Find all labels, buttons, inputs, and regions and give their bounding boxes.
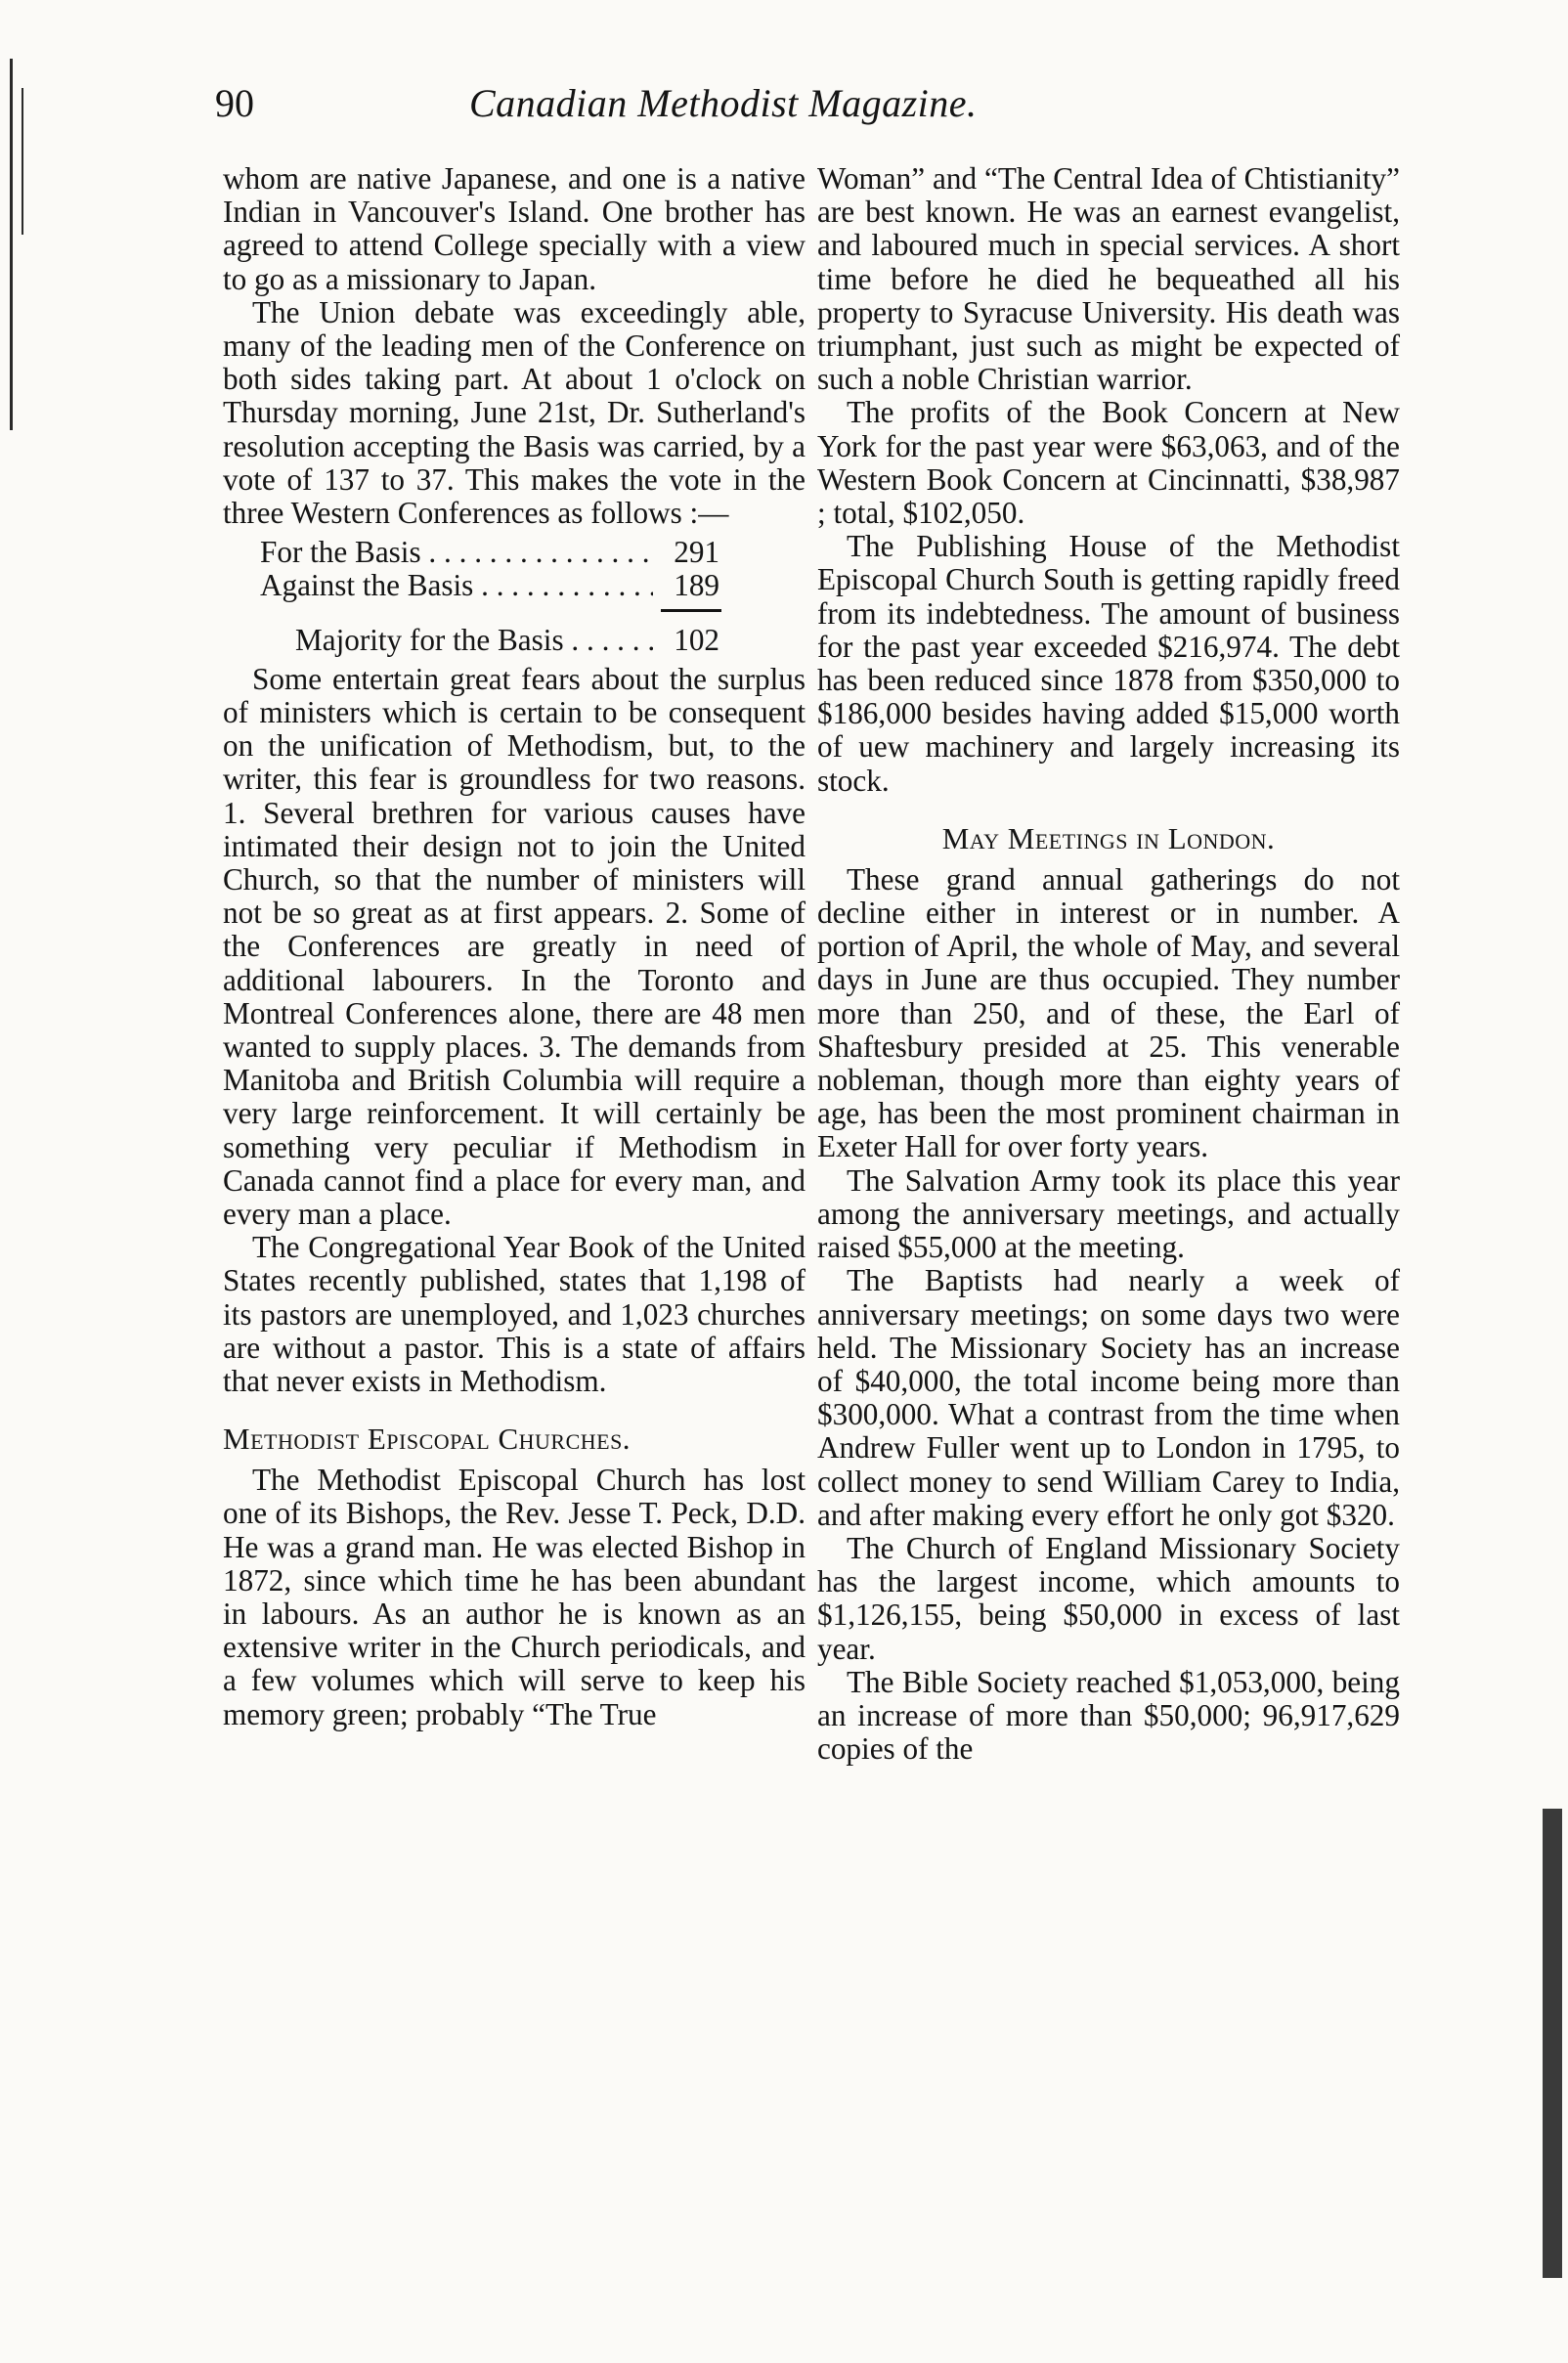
paragraph: The Church of England Missionary Society has the largest income, which amounts to $1,126,155, being $50,000 in excess of last year. [817,1530,1400,1666]
vote-label: Majority for the Basis . . . [295,624,653,657]
paragraph: Some entertain great fears about the surplus of ministers which is certain to be consequent on the unification of Methodism, but, to the writer, this fear is groundless for two reasons. 1. Several brethren for various causes have intimated their design not to join the United Church, so that the number of ministers will not be so great as at first appears. 2. Some of the Conferences are greatly in need of additional labourers. In the Toronto and Montreal Conferences alone, there are 48 men wanted to supply places. 3. The demands from Manitoba and British Columbia will require a very large reinforcement. It will certainly be something very peculiar if Methodism in Canada cannot find a place for every man, and every man a place. [223,661,806,1232]
right-column [817,162,1400,1766]
page-header [215,74,1095,133]
scan-edge-mark [1543,1809,1562,2278]
paragraph: The profits of the Book Concern at New York for the past year were $63,063, and of the Western Book Concern at Cincinnatti, $38,987 ; total, $102,050. [817,395,1400,531]
paragraph: The Union debate was exceedingly able, many of the leading men of the Conference on both sides taking part. At about 1 o'clock on Thursday morning, June 21st, Dr. Sutherland's resolution accepting the Basis was carried, by a vote of 137 to 37. This makes the vote in the three Western Conferences as follows :— [223,294,806,531]
section-heading: Methodist Episcopal Churches. [223,1422,632,1457]
paragraph: The Salvation Army took its place this year among the anniversary meetings, and actually raised $55,000 at the meeting. [817,1162,1400,1265]
paragraph: The Baptists had nearly a week of anniversary meetings; on some days two were held. The Missionary Society has an increase of $40,000, the total income being more than $300,000. What a contrast from the time when Andrew Fuller went up to London in 1795, to collect money to send William Carey to India, and after making every effort he only got $320. [817,1263,1400,1532]
paragraph: whom are native Japanese, and one is a native Indian in Vancouver's Island. One brother has agreed to attend College specially with a view to go as a missionary to Japan. [223,161,806,296]
paragraph: Woman” and “The Central Idea of Chtistianity” are best known. He was an earnest evangelist, and laboured much in special services. A short time before he died he bequeathed all his property to Syracuse University. His death was triumphant, just such as might be expected of such a noble Christian warrior. [817,161,1400,397]
vote-row-against [260,569,719,602]
sum-rule [661,609,721,612]
vote-value: 291 [674,535,719,570]
paragraph: These grand annual gatherings do not decline either in interest or in number. A portion of April, the whole of May, and several days in June are thus occupied. They number more than 250, and of these, the Earl of Shaftesbury presided at 25. This venerable nobleman, though more than eighty years of age, has been the most prominent chairman in Exeter Hall for over forty years. [817,861,1400,1164]
vote-value: 102 [674,622,719,657]
page-number: 90 [215,81,254,125]
binding-edge-mark [10,59,13,430]
section-heading: May Meetings in London. [941,820,1276,855]
vote-table [260,536,719,657]
running-title: Canadian Methodist Magazine. [469,81,978,125]
paragraph: The Congregational Year Book of the United States recently published, states that 1,198 of its pastors are unemployed, and 1,023 churches are without a pastor. This is a state of affairs that never exists in Methodism. [223,1230,806,1399]
binding-edge-mark-secondary [22,88,23,235]
vote-label: For the Basis . . . [260,536,653,569]
paragraph: The Publishing House of the Methodist Episcopal Church South is getting rapidly freed from its indebtedness. The amount of business for the past year exceeded $216,974. The debt has been reduced since 1878 from $350,000 to $186,000 besides having added $15,000 worth of uew machinery and largely increasing its stock. [817,529,1400,798]
vote-value: 189 [674,568,719,603]
left-column [223,162,806,1731]
vote-row-for [260,536,719,569]
paragraph: The Bible Society reached $1,053,000, being an increase of more than $50,000; 96,917,629 copies of the [817,1664,1400,1767]
vote-row-majority [260,624,719,657]
vote-label: Against the Basis . . . [260,569,653,602]
paragraph: The Methodist Episcopal Church has lost one of its Bishops, the Rev. Jesse T. Peck, D.D. He was a grand man. He was elected Bishop in 1872, since which time he has been abundant in labours. As an author he is known as an extensive writer in the Church periodicals, and a few volumes which will serve to keep his memory green; probably “The True [223,1463,806,1731]
